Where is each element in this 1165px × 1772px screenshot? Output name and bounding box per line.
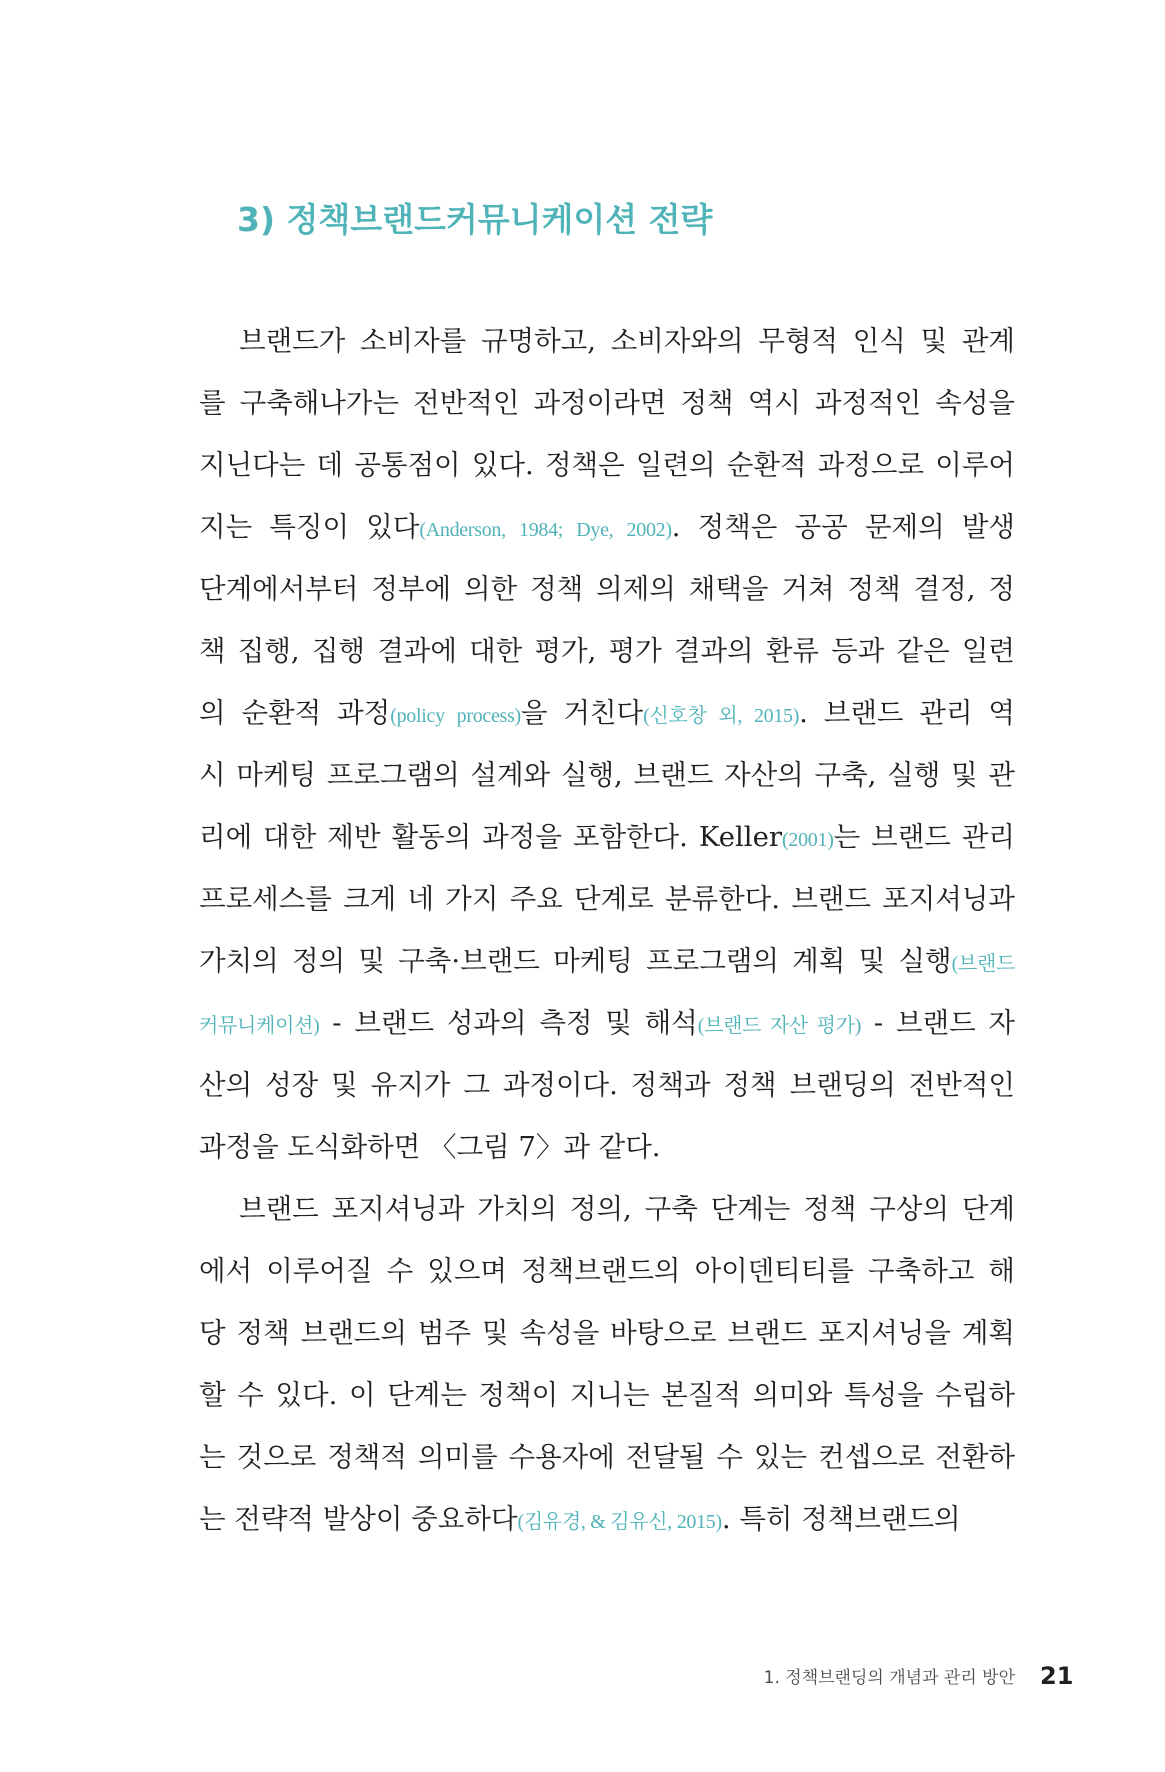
- text-line: [199, 1302, 1015, 1364]
- text-line: [199, 1240, 1015, 1302]
- text-segment: 에서 이루어질 수 있으며 정책브랜드의 아이덴티티를 구축하고 해: [199, 1255, 1015, 1287]
- text-line: [199, 744, 1015, 806]
- citation: (신호창 외, 2015): [643, 705, 800, 727]
- text-line: [199, 1116, 1015, 1178]
- text-segment: 을 거친다: [520, 697, 644, 729]
- text-segment: 책 집행, 집행 결과에 대한 평가, 평가 결과의 환류 등과 같은 일련: [199, 635, 1015, 667]
- citation: (2001): [782, 829, 834, 851]
- text-segment: 지는 특징이 있다: [199, 511, 420, 543]
- page-number: 21: [1040, 1662, 1074, 1690]
- text-segment: 프로세스를 크게 네 가지 주요 단계로 분류한다. 브랜드 포지셔닝과: [199, 883, 1015, 915]
- text-segment: . 브랜드 관리 역: [799, 697, 1015, 729]
- citation: (브랜드 자산 평가): [697, 1015, 862, 1037]
- text-segment: 가치의 정의 및 구축·브랜드 마케팅 프로그램의 계획 및 실행: [199, 945, 952, 977]
- text-segment: 브랜드 포지셔닝과 가치의 정의, 구축 단계는 정책 구상의 단계: [239, 1193, 1015, 1225]
- text-line: [199, 620, 1015, 682]
- text-line: [199, 372, 1015, 434]
- citation: (브랜드: [951, 953, 1015, 975]
- text-line: [199, 1488, 1015, 1550]
- citation: 커뮤니케이션): [199, 1015, 320, 1037]
- text-segment: - 브랜드 자: [861, 1007, 1015, 1039]
- text-segment: 의 순환적 과정: [199, 697, 391, 729]
- text-segment: . 특히 정책브랜드의: [721, 1503, 961, 1535]
- text-line: [199, 1054, 1015, 1116]
- text-segment: 리에 대한 제반 활동의 과정을 포함한다. Keller: [199, 821, 783, 853]
- text-line: [199, 1364, 1015, 1426]
- citation: (policy process): [390, 705, 521, 727]
- text-line: [199, 496, 1015, 558]
- text-line: [199, 806, 1015, 868]
- text-segment: 는 전략적 발상이 중요하다: [199, 1503, 518, 1535]
- text-line: [199, 1178, 1015, 1240]
- section-heading: 3) 정책브랜드커뮤니케이션 전략: [237, 200, 713, 239]
- text-segment: . 정책은 공공 문제의 발생: [671, 511, 1015, 543]
- body-text: [199, 310, 1015, 1550]
- text-segment: 지닌다는 데 공통점이 있다. 정책은 일련의 순환적 과정으로 이루어: [199, 449, 1015, 481]
- citation: (Anderson, 1984; Dye, 2002): [419, 519, 672, 541]
- paragraph: [199, 1178, 1015, 1550]
- text-line: [199, 434, 1015, 496]
- text-line: [199, 682, 1015, 744]
- text-segment: 브랜드가 소비자를 규명하고, 소비자와의 무형적 인식 및 관계: [239, 325, 1015, 357]
- text-line: [199, 930, 1015, 992]
- citation: (김유경, & 김유신, 2015): [517, 1511, 722, 1533]
- text-segment: 는 브랜드 관리: [833, 821, 1016, 853]
- text-segment: 당 정책 브랜드의 범주 및 속성을 바탕으로 브랜드 포지셔닝을 계획: [199, 1317, 1015, 1349]
- text-line: [199, 310, 1015, 372]
- text-segment: 산의 성장 및 유지가 그 과정이다. 정책과 정책 브랜딩의 전반적인: [199, 1069, 1015, 1101]
- text-segment: 는 것으로 정책적 의미를 수용자에 전달될 수 있는 컨셉으로 전환하: [199, 1441, 1015, 1473]
- text-segment: 단계에서부터 정부에 의한 정책 의제의 채택을 거쳐 정책 결정, 정: [199, 573, 1015, 605]
- text-segment: 과정을 도식화하면 〈그림 7〉과 같다.: [199, 1131, 661, 1163]
- text-segment: 시 마케팅 프로그램의 설계와 실행, 브랜드 자산의 구축, 실행 및 관: [199, 759, 1015, 791]
- text-segment: 할 수 있다. 이 단계는 정책이 지니는 본질적 의미와 특성을 수립하: [199, 1379, 1015, 1411]
- text-line: [199, 558, 1015, 620]
- text-segment: - 브랜드 성과의 측정 및 해석: [319, 1007, 698, 1039]
- text-line: [199, 1426, 1015, 1488]
- paragraph: [199, 310, 1015, 1178]
- text-line: [199, 992, 1015, 1054]
- text-segment: 를 구축해나가는 전반적인 과정이라면 정책 역시 과정적인 속성을: [199, 387, 1015, 419]
- text-line: [199, 868, 1015, 930]
- running-footer-title: 1. 정책브랜딩의 개념과 관리 방안: [763, 1668, 1015, 1688]
